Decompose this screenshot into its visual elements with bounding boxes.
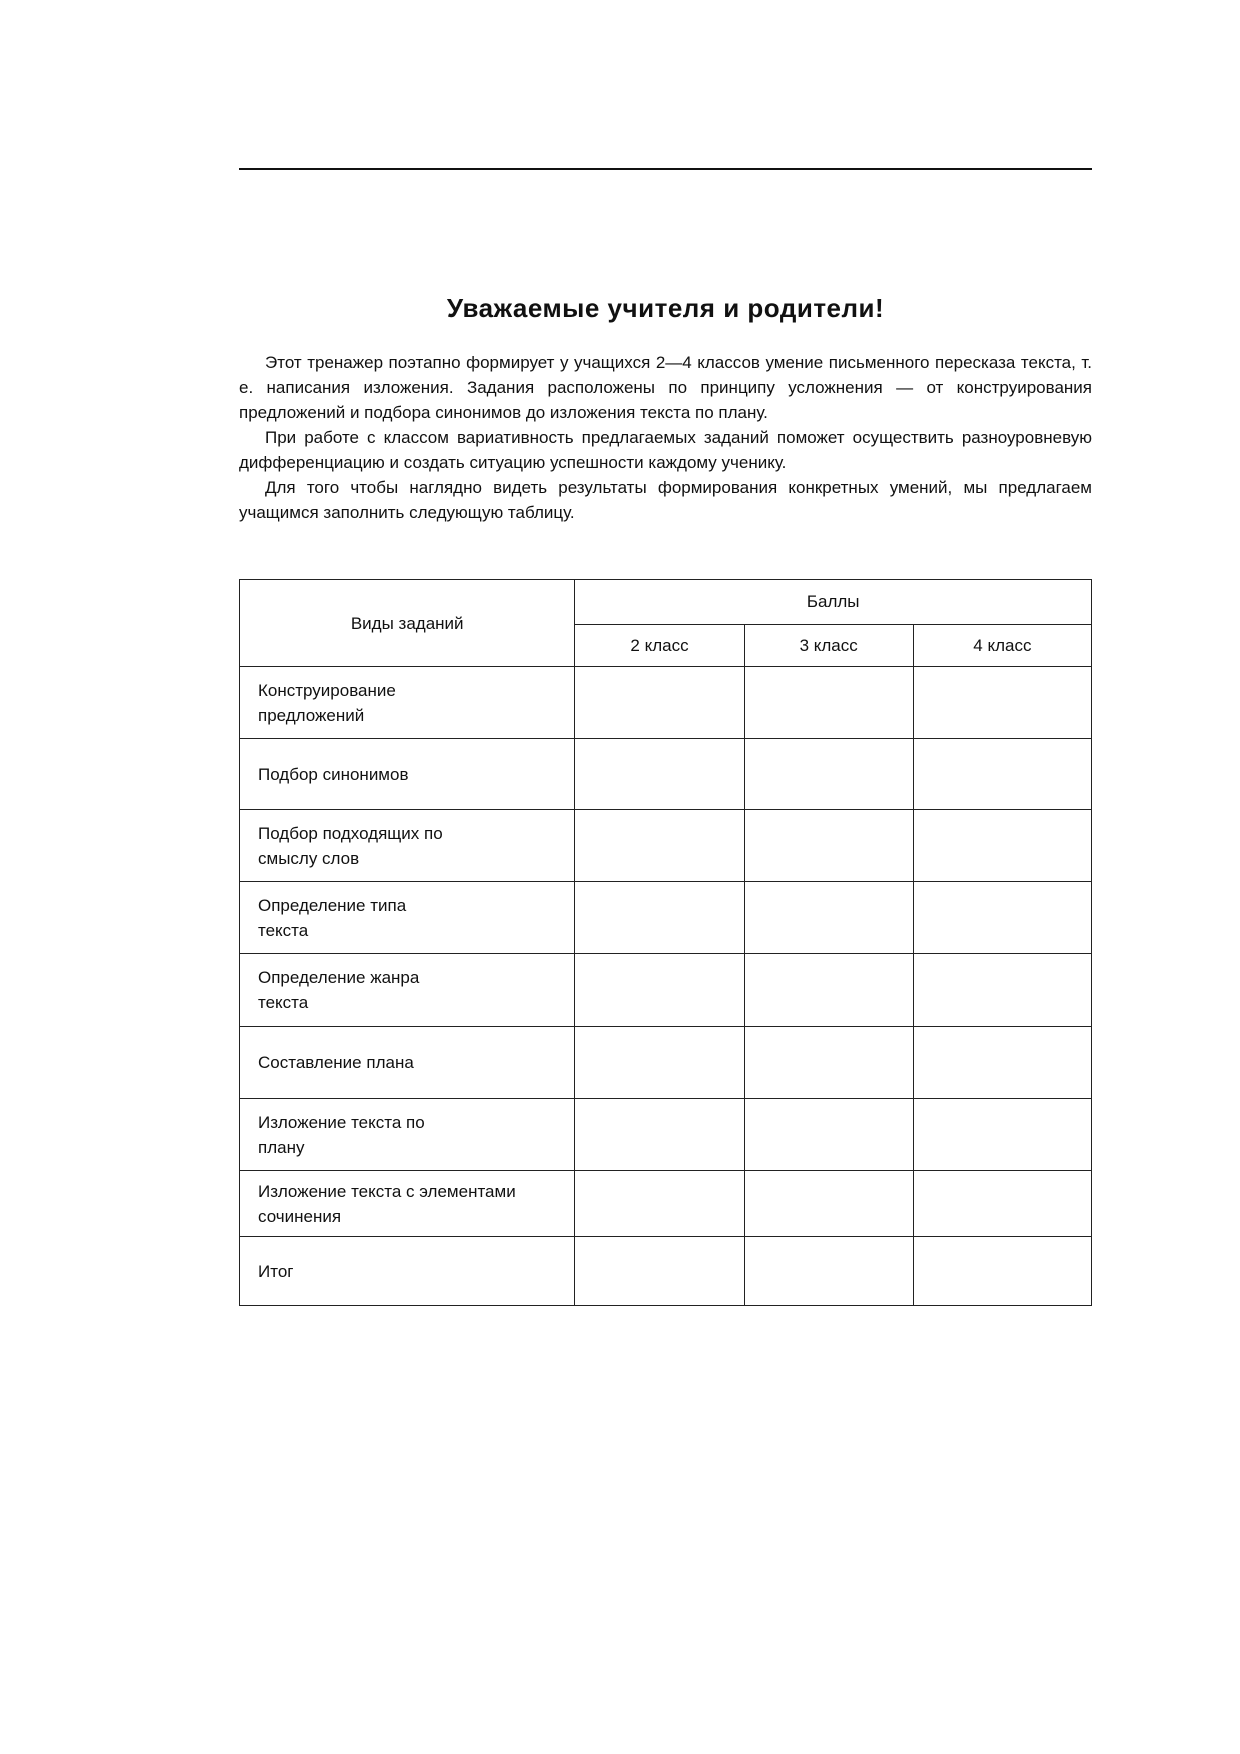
table-row [240,1237,1092,1306]
task-name: Итог [240,1237,575,1306]
header-task-types-label: Виды заданий [350,613,464,633]
paragraph: Этот тренажер поэтапно формирует у учащихся 2—4 классов умение письменного пересказа текста, т. е. написания изложения. Задания расположены по принципу усложнения — от конструирования предложений и подбора синонимов до изложения текста по плану. [239,353,1092,422]
table-row [240,1099,1092,1171]
task-name: Определение жанра текста [240,954,575,1027]
scores-table [239,579,1092,1306]
header-scores: Баллы [575,580,1092,625]
score-cell-grade-2[interactable] [575,810,744,882]
paragraph: Для того чтобы наглядно видеть результаты формирования конкретных умений, мы предлагаем учащимся заполнить следующую таблицу. [239,478,1092,522]
task-name: Определение типа текста [240,882,575,954]
paragraph: При работе с классом вариативность предлагаемых заданий поможет осуществить разноуровневую дифференциацию и создать ситуацию успешности каждому ученику. [239,428,1092,472]
table-row [240,882,1092,954]
header-task-types [240,580,575,667]
score-cell-grade-4[interactable] [913,1237,1091,1306]
score-cell-grade-3[interactable] [744,1237,913,1306]
header-grade-4: 4 класс [913,625,1091,667]
score-cell-grade-2[interactable] [575,882,744,954]
intro-text [239,350,1092,525]
score-cell-grade-4[interactable] [913,810,1091,882]
score-cell-grade-4[interactable] [913,1171,1091,1237]
score-cell-grade-3[interactable] [744,667,913,739]
header-grade-2: 2 класс [575,625,744,667]
score-cell-grade-3[interactable] [744,1027,913,1099]
score-cell-grade-4[interactable] [913,882,1091,954]
task-name: Конструирование предложений [240,667,575,739]
table-row [240,1027,1092,1099]
score-cell-grade-2[interactable] [575,667,744,739]
score-cell-grade-3[interactable] [744,810,913,882]
score-cell-grade-3[interactable] [744,1099,913,1171]
score-cell-grade-4[interactable] [913,954,1091,1027]
task-name: Изложение текста по плану [240,1099,575,1171]
table-row [240,1171,1092,1237]
table-row [240,810,1092,882]
header-grade-3: 3 класс [744,625,913,667]
score-cell-grade-2[interactable] [575,954,744,1027]
score-cell-grade-3[interactable] [744,1171,913,1237]
task-name: Подбор синонимов [240,739,575,810]
score-cell-grade-4[interactable] [913,667,1091,739]
table-row [240,739,1092,810]
score-cell-grade-3[interactable] [744,954,913,1027]
score-cell-grade-2[interactable] [575,1171,744,1237]
page-title: Уважаемые учителя и родители! [446,293,885,323]
task-name: Составление плана [240,1027,575,1099]
task-name: Изложение текста с элементами сочинения [240,1171,575,1237]
table-row [240,954,1092,1027]
score-cell-grade-2[interactable] [575,1099,744,1171]
score-cell-grade-2[interactable] [575,739,744,810]
score-cell-grade-3[interactable] [744,739,913,810]
score-cell-grade-2[interactable] [575,1027,744,1099]
table-row [240,667,1092,739]
score-cell-grade-4[interactable] [913,1027,1091,1099]
top-rule [239,168,1092,170]
score-cell-grade-3[interactable] [744,882,913,954]
score-cell-grade-4[interactable] [913,1099,1091,1171]
task-name: Подбор подходящих по смыслу слов [240,810,575,882]
score-cell-grade-2[interactable] [575,1237,744,1306]
score-cell-grade-4[interactable] [913,739,1091,810]
